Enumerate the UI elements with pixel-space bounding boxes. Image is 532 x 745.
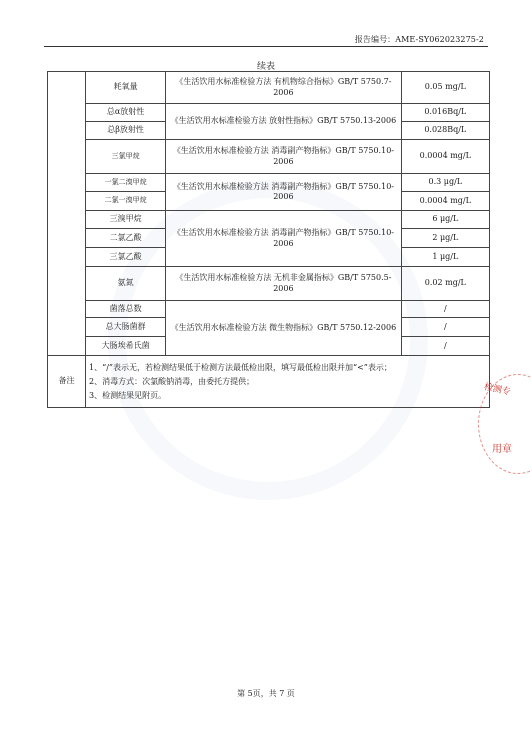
method-cell: 《生活饮用水标准检验方法 消毒副产物指标》GB/T 5750.10-2006 [166, 211, 401, 267]
result-cell: 6 μg/L [401, 211, 489, 229]
method-cell: 《生活饮用水标准检验方法 有机物综合指标》GB/T 5750.7-2006 [166, 72, 401, 104]
result-cell: 0.0004 mg/L [401, 140, 489, 174]
report-number: 报告编号：AME-SY062023275-2 [354, 35, 484, 44]
item-cell: 三氯甲烷 [86, 140, 166, 174]
item-cell: 总α放射性 [86, 104, 166, 122]
table-row [48, 104, 490, 122]
page-number: 第 5页，共 7 页 [237, 689, 295, 698]
method-cell: 《生活饮用水标准检验方法 放射性指标》GB/T 5750.13-2006 [166, 104, 401, 140]
result-cell: 0.05 mg/L [401, 72, 489, 104]
result-cell: 0.016Bq/L [401, 104, 489, 122]
notes-cell [86, 356, 490, 408]
table-row [48, 301, 490, 318]
result-cell: 0.02 mg/L [401, 267, 489, 301]
item-cell: 二氯乙酸 [86, 229, 166, 248]
result-cell: 0.0004 mg/L [401, 192, 489, 211]
table-row [48, 211, 490, 229]
item-cell: 总β放射性 [86, 122, 166, 140]
stamp-text-bottom: 用章 [492, 444, 512, 455]
result-cell: / [401, 337, 489, 356]
item-cell: 三溴甲烷 [86, 211, 166, 229]
note-line-3: 3、检测结果见附页。 [89, 390, 167, 400]
method-cell: 《生活饮用水标准检验方法 无机非金属指标》GB/T 5750.5-2006 [166, 267, 401, 301]
item-cell: 二氯一溴甲烷 [86, 192, 166, 211]
notes-label: 备注 [48, 356, 86, 408]
result-cell: 0.3 μg/L [401, 174, 489, 192]
item-cell: 一氯二溴甲烷 [86, 174, 166, 192]
note-line-2: 2、消毒方式：次氯酸钠消毒，由委托方提供； [89, 376, 255, 386]
continued-label: 续表 [256, 62, 275, 72]
item-cell: 菌落总数 [86, 301, 166, 318]
item-cell: 三氯乙酸 [86, 248, 166, 267]
result-cell: / [401, 301, 489, 318]
table-row [48, 174, 490, 192]
table-row [48, 140, 490, 174]
table-row [48, 267, 490, 301]
header-divider [44, 46, 488, 47]
method-cell: 《生活饮用水标准检验方法 微生物指标》GB/T 5750.12-2006 [166, 301, 401, 356]
method-cell: 《生活饮用水标准检验方法 消毒副产物指标》GB/T 5750.10-2006 [166, 174, 401, 211]
notes-row [48, 356, 490, 408]
stamp-text-top: 检测专 [482, 382, 512, 398]
results-table [47, 71, 490, 408]
result-cell: 0.028Bq/L [401, 122, 489, 140]
item-cell: 耗氧量 [86, 72, 166, 104]
result-cell: / [401, 318, 489, 337]
item-cell: 总大肠菌群 [86, 318, 166, 337]
table-row [48, 72, 490, 104]
item-cell: 大肠埃希氏菌 [86, 337, 166, 356]
method-cell: 《生活饮用水标准检验方法 消毒副产物指标》GB/T 5750.10-2006 [166, 140, 401, 174]
item-cell: 氨氮 [86, 267, 166, 301]
result-cell: 1 μg/L [401, 248, 489, 267]
note-line-1: 1、“/”表示无，若检测结果低于检测方法最低检出限，填写最低检出限并加“<”表示； [89, 362, 392, 372]
blank-column-cell [48, 72, 86, 356]
red-seal-stamp [478, 374, 532, 474]
result-cell: 2 μg/L [401, 229, 489, 248]
